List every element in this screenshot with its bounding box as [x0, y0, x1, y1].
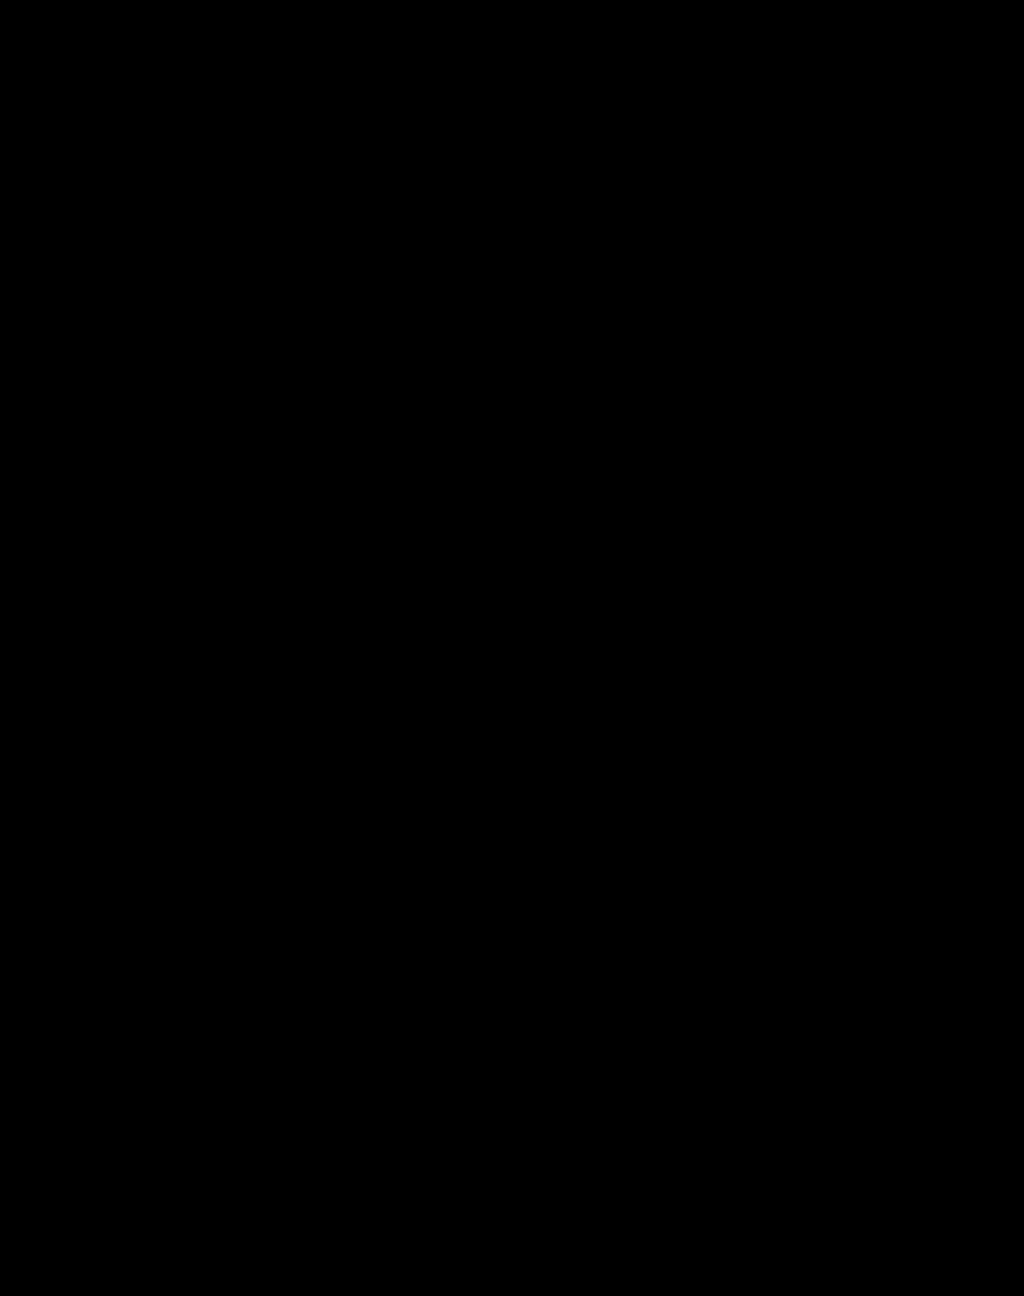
page-number: 1 [30, 1266, 40, 1288]
bullet-text-line: Mba’épa oikoteve productorkuéra ojapo hagua hembi’ura. [344, 220, 779, 239]
heading-line: kuatiahaípe, marandu red trófica rehegua. [312, 615, 690, 636]
bullet-text [344, 706, 904, 733]
item-number: 5. [272, 589, 288, 610]
bullet-text-line: Ahechauka ha amombe’u che irunguérape che rembiapo ha upéi [344, 758, 833, 777]
bullet-marker: • [311, 758, 317, 777]
item-heading-text [312, 587, 812, 639]
bullet-text [344, 754, 904, 812]
bullet-text-line: Momarandu ñamoĩ carpetape. [344, 710, 572, 729]
bullet-marker: • [311, 220, 317, 239]
item-number: 4. [272, 368, 288, 389]
heading-line: Jaheka página escolar, revista, tera ambuekuera [312, 589, 749, 610]
bullet-marker: • [311, 443, 317, 462]
bullet-text [344, 262, 904, 316]
footer-horizontal-rule [896, 1281, 1012, 1283]
bullet-text-line: Mba’e téra oguereko pe red alimentariape umi mymba okarúva [344, 266, 818, 285]
footer-title: Mbo’epy aty III: Tekoha [640, 1222, 782, 1241]
bullet-marker: • [311, 489, 317, 508]
heading-line: oguerekóva. [312, 420, 424, 441]
bullet-text-line: amohenda upe carpeta rincón Ciencias Naturales rehegua. [344, 789, 790, 808]
bullet-text [344, 661, 904, 688]
bullet-text [344, 439, 904, 466]
bullet-text-line: kururu, mberu, aguara, yryvu guasu. [344, 520, 619, 539]
bullet-text [344, 485, 904, 543]
bullet-text-line: ka’avo rehe. [344, 293, 437, 312]
heading-line: Ajapo peteĩ red trófica ahechaukahápe umi componente [312, 368, 700, 415]
bullet-marker: • [311, 710, 317, 729]
bullet-text-line: Ñaikytĩ momarandukuéra. [344, 665, 539, 684]
bullet-marker: • [311, 665, 317, 684]
footer-vertical-rule [1010, 1186, 1012, 1282]
bullet-text-line: Amohenda peteĩ red tróficape ko’a tekove: Lechuga, yso, ryguasu, [344, 489, 844, 508]
bullet-text [344, 216, 904, 243]
bullet-text-line: Amboysyi umi componente oĩva primer nivel tróficope. [344, 443, 753, 462]
bullet-marker: • [311, 266, 317, 285]
item-heading-text [312, 366, 812, 444]
